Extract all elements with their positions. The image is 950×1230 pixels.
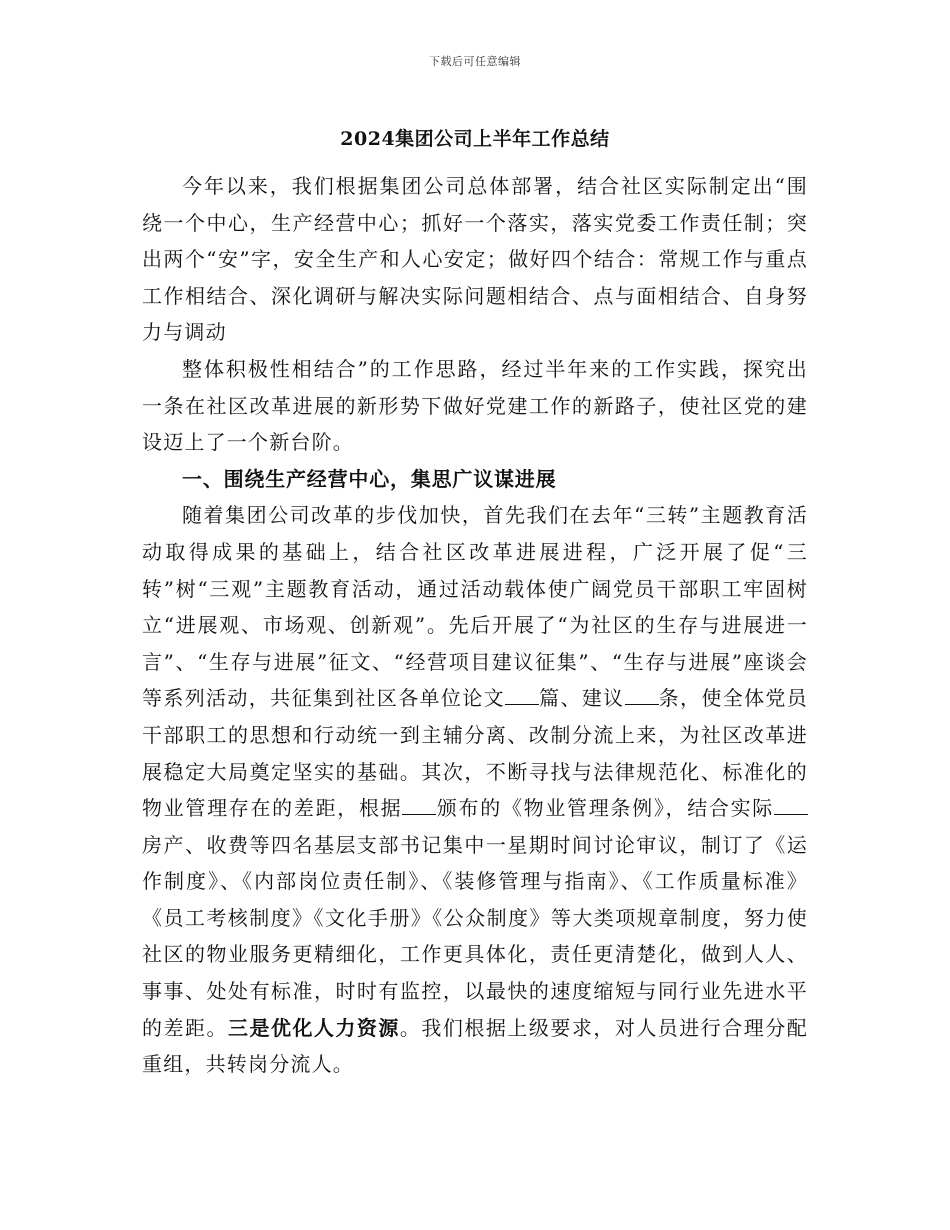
document-title: 2024集团公司上半年工作总结 bbox=[340, 128, 610, 150]
paragraph-intro: 今年以来，我们根据集团公司总体部署，结合社区实际制定出“围绕一个中心，生产经营中心；抓好一个落实，落实党委工作责任制；突出两个“安”字，安全生产和人心安定；做好四个结合：常规工作与重点工作相结合、深化调研与解决实际问题相结合、点与面相结合、自身努力与调动 bbox=[142, 174, 808, 345]
blank-underline bbox=[505, 686, 539, 705]
blank-underline bbox=[625, 686, 659, 705]
section-heading-1: 一、围绕生产经营中心，集思广议谋进展 bbox=[182, 466, 557, 491]
text-run: 篇、建议 bbox=[538, 686, 625, 711]
text-run: 房产、收费等四名基层支部书记集中一星期时间讨论审议，制订了《运作制度》、《内部岗位责任制》、《装修管理与指南》、《工作质量标准》《员工考核制度》《文化手册》《公众制度》等大类项规章制度，努力使社区的物业服务更精细化，工作更具体化，责任更清楚化，做到人人、事事、处处有标准，时时有监控，以最快的速度缩短与同行业先进水平的差距。 bbox=[142, 832, 808, 1040]
bold-text-run: 三是优化人力资源 bbox=[227, 1015, 400, 1040]
paragraph-intro-continued: 整体积极性相结合”的工作思路，经过半年来的工作实践，探究出一条在社区改革进展的新形势下做好党建工作的新路子，使社区党的建设迈上了一个新台阶。 bbox=[142, 356, 808, 455]
blank-underline bbox=[402, 796, 436, 815]
text-run: 条，使全体党员干部职工的思想和行动统一到主辅分离、改制分流上来，为社区改革进展稳定大局奠定坚实的基础。其次，不断寻找与法律规范化、标准化的物业管理存在的差距，根据 bbox=[142, 686, 808, 821]
text-run: 随着集团公司改革的步伐加快，首先我们在去年“三转”主题教育活动取得成果的基础上，结合社区改革进展进程，广泛开展了促“三转”树“三观”主题教育活动，通过活动载体使广阔党员干部职工牢固树立“进展观、市场观、创新观”。先后开展了“为社区的生存与进展进一言”、“生存与进展”征文、“经营项目建议征集”、“生存与进展”座谈会等系列活动，共征集到社区各单位论文 bbox=[142, 503, 808, 711]
paragraph-section-1 bbox=[142, 497, 808, 1083]
header-note: 下载后可任意编辑 bbox=[429, 55, 521, 68]
text-run: 颁布的《物业管理条例》，结合实际 bbox=[436, 796, 774, 821]
text-run: 。我们根据上级要求，对人员进行合理分配重组，共转岗分流人。 bbox=[142, 1015, 808, 1077]
document-body bbox=[142, 168, 808, 1083]
blank-underline bbox=[774, 796, 808, 815]
